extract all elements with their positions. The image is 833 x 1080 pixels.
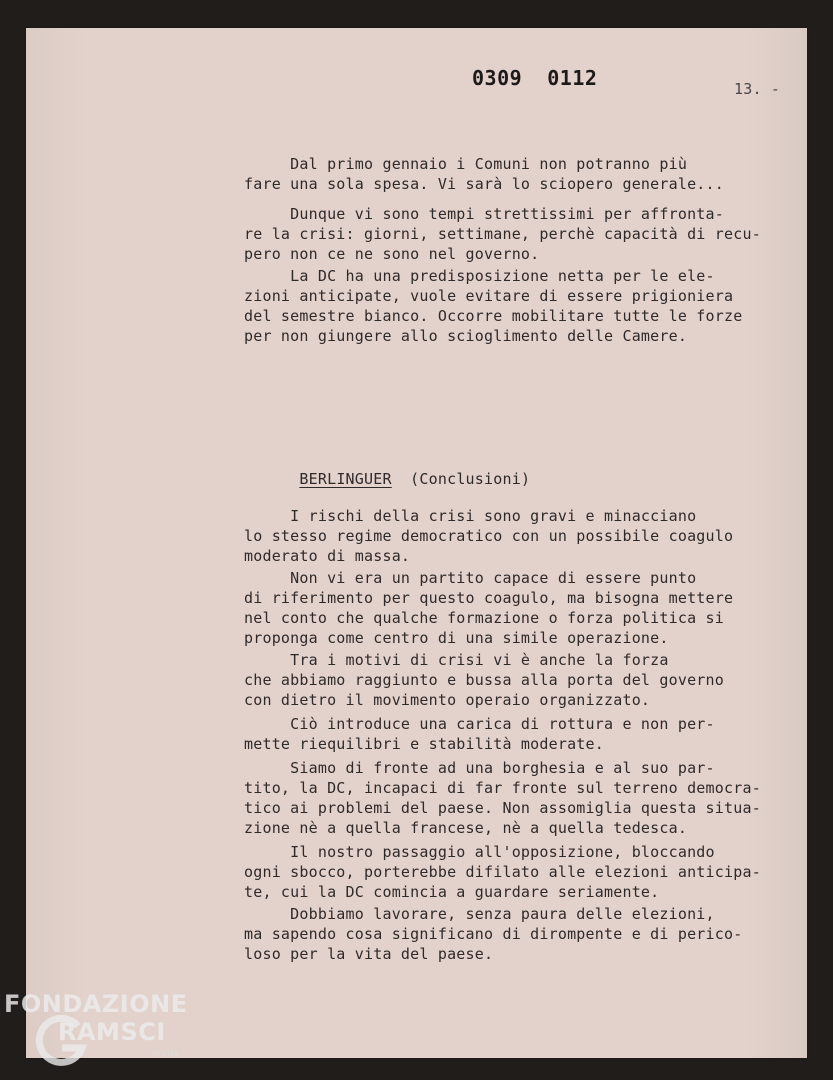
paragraph-6: Tra i motivi di crisi vi è anche la forza che abbiamo raggiunto e bussa alla porta del governo con dietro il movimento operaio organizzato. (244, 651, 724, 709)
watermark-line2: RAMSCI (58, 1018, 166, 1046)
paragraph-5: Non vi era un partito capace di essere punto di riferimento per questo coagulo, ma bisogna mettere nel conto che qualche formazione o forza politica si proponga come centro di una simile operazione. (244, 569, 734, 647)
paragraph-1: Dal primo gennaio i Comuni non potranno più fare una sola spesa. Vi sarà lo sciopero generale... (244, 155, 724, 193)
section-heading (244, 452, 530, 506)
page-number: 13. - (734, 80, 781, 98)
document-page (26, 28, 807, 1058)
paragraph-9: Il nostro passaggio all'opposizione, bloccando ogni sbocco, porterebbe difilato alle elezioni anticipa- te, cui la DC comincia a guardare seriamente. (244, 843, 761, 901)
paragraph-8: Siamo di fronte ad una borghesia e al suo par- tito, la DC, incapaci di far fronte sul terreno democra- tico ai problemi del paese. Non assomiglia questa situa- zione nè a quella francese, nè a quella tedesca. (244, 759, 761, 837)
paragraph-7: Ciò introduce una carica di rottura e non per- mette riequilibri e stabilità moderate. (244, 715, 715, 753)
watermark-line1: FONDAZIONE (4, 990, 188, 1018)
archive-number: 0309 0112 (472, 66, 598, 90)
paragraph-4: I rischi della crisi sono gravi e minacciano lo stesso regime democratico con un possibile coagulo moderato di massa. (244, 507, 734, 565)
paragraph-3: La DC ha una predisposizione netta per le ele- zioni anticipate, vuole evitare di essere prigioniera del semestre bianco. Occorre mobilitare tutte le forze per non giungere allo scioglimento delle Camere. (244, 267, 743, 345)
fondazione-gramsci-watermark (4, 990, 214, 1070)
paragraph-2: Dunque vi sono tempi strettissimi per affronta- re la crisi: giorni, settimane, perchè capacità di recu- pero non ce ne sono nel governo. (244, 205, 761, 263)
watermark-line3: onlus (152, 1048, 179, 1059)
paragraph-10: Dobbiamo lavorare, senza paura delle elezioni, ma sapendo cosa significano di dirompente e di perico- loso per la vita del paese. (244, 905, 743, 963)
speaker-name: BERLINGUER (299, 470, 392, 488)
heading-suffix: (Conclusioni) (410, 470, 531, 488)
